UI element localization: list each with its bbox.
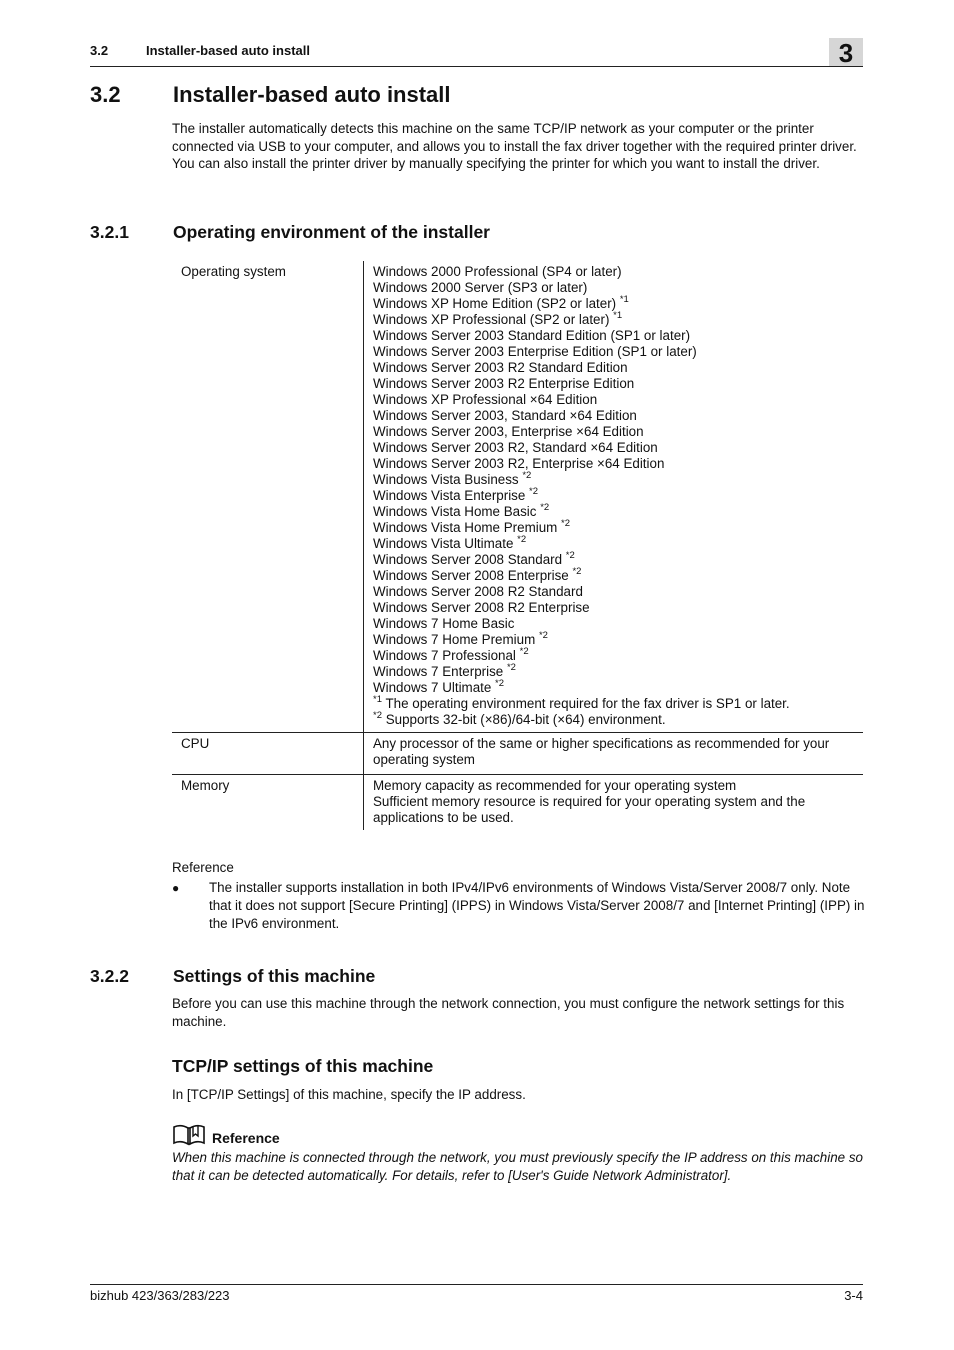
footnote-marker: *2 — [519, 645, 529, 657]
section-title: Operating environment of the installer — [173, 222, 490, 242]
os-item — [373, 517, 863, 536]
os-item-text: Windows Server 2003 R2 Standard Edition — [373, 360, 628, 375]
os-item-text: Windows Server 2003 R2, Enterprise ×64 Edition — [373, 456, 665, 471]
os-item-text: Windows 7 Home Basic — [373, 616, 515, 631]
intro-paragraph: The installer automatically detects this machine on the same TCP/IP network as your computer or the printer connected via USB to your computer, and allows you to install the fax driver together with the required printer driver. You can also install the printer driver by manually specifying the printer for which you want to install the driver. — [172, 121, 857, 172]
footnote-text: The operating environment required for the fax driver is SP1 or later. — [381, 696, 790, 711]
os-item — [373, 600, 863, 616]
reference-body: When this machine is connected through the network, you must previously specify the IP address on this machine so that it can be detected automatically. For details, refer to [User's Guide Network Administrator]. — [172, 1150, 863, 1183]
footnote — [373, 693, 863, 712]
os-item-text: Windows XP Professional (SP2 or later) — [373, 312, 614, 327]
bullet-text: The installer supports installation in both IPv4/IPv6 environments of Windows Vista/Server 2008/7 only. Note that it does not support [Secure Printing] (IPPS) in Windows Vista/Server 2008/7 and [Internet Printing] (IPP) in the IPv6 environment. — [209, 880, 865, 931]
os-item — [373, 456, 863, 472]
os-item-text: Windows Server 2003 Standard Edition (SP1 or later) — [373, 328, 691, 343]
os-item — [373, 629, 863, 648]
os-item-text: Windows Server 2003, Standard ×64 Edition — [373, 408, 637, 423]
settings-paragraph: Before you can use this machine through the network connection, you must configure the network settings for this machine. — [172, 996, 845, 1029]
os-item-text: Windows Vista Enterprise — [373, 488, 530, 503]
footnote — [373, 709, 863, 728]
footnote-marker: *2 — [572, 565, 582, 577]
footer-page-number: 3-4 — [844, 1288, 863, 1303]
os-item — [373, 309, 863, 328]
footnote-marker: *2 — [517, 533, 527, 545]
footnote-mark: *1 — [373, 693, 382, 705]
os-item — [373, 408, 863, 424]
bullet-item — [172, 879, 866, 933]
os-label-cell: Operating system — [172, 261, 364, 733]
os-item-text: Windows Server 2008 Enterprise — [373, 568, 573, 583]
cpu-text: Any processor of the same or higher specifications as recommended for your operating system — [373, 736, 830, 767]
open-book-icon — [172, 1124, 206, 1146]
bullet-dot: ● — [172, 881, 180, 895]
os-item — [373, 549, 863, 568]
os-item — [373, 344, 863, 360]
page-footer — [90, 1284, 863, 1305]
header-section-number: 3.2 — [90, 43, 109, 58]
footnote-marker: *2 — [561, 517, 571, 529]
footnote-text: Supports 32-bit (×86)/64-bit (×64) environment. — [381, 712, 666, 727]
footnote-marker: *2 — [540, 501, 550, 513]
os-item — [373, 424, 863, 440]
footnote-list — [373, 693, 863, 728]
os-item — [373, 565, 863, 584]
os-item-text: Windows Server 2008 R2 Standard — [373, 584, 583, 599]
memory-line-1: Memory capacity as recommended for your operating system — [373, 778, 737, 793]
footnote-mark: *2 — [373, 709, 382, 721]
footnote-marker: *1 — [619, 293, 629, 305]
footnote-marker: *2 — [506, 661, 516, 673]
page-title — [90, 82, 451, 108]
cpu-label-cell: CPU — [172, 733, 364, 775]
footnote-marker: *1 — [613, 309, 623, 321]
os-item-text: Windows XP Professional ×64 Edition — [373, 392, 598, 407]
running-header — [90, 38, 863, 68]
os-item — [373, 485, 863, 504]
os-item-text: Windows Server 2003 Enterprise Edition (SP1 or later) — [373, 344, 697, 359]
header-section-title: Installer-based auto install — [146, 43, 310, 58]
page-title-number: 3.2 — [90, 82, 121, 107]
footnote-marker: *2 — [565, 549, 575, 561]
os-item — [373, 533, 863, 552]
os-item-text: Windows 7 Home Premium — [373, 632, 539, 647]
os-item-text: Windows XP Home Edition (SP2 or later) — [373, 296, 620, 311]
os-item-text: Windows Server 2008 Standard — [373, 552, 566, 567]
os-item-text: Windows 7 Enterprise — [373, 664, 507, 679]
os-item-text: Windows 2000 Server (SP3 or later) — [373, 280, 588, 295]
os-item-text: Windows 2000 Professional (SP4 or later) — [373, 264, 622, 279]
memory-value-cell — [364, 775, 864, 831]
section-title: Settings of this machine — [173, 966, 376, 986]
cpu-value-cell — [364, 733, 864, 775]
os-item — [373, 392, 863, 408]
os-item-text: Windows Vista Business — [373, 472, 523, 487]
os-item-text: Windows 7 Professional — [373, 648, 520, 663]
os-item — [373, 440, 863, 456]
os-value-cell — [364, 261, 864, 733]
chapter-number-badge: 3 — [829, 38, 863, 66]
os-list — [373, 264, 863, 696]
os-item-text: Windows Server 2003 R2 Enterprise Edition — [373, 376, 635, 391]
os-item — [373, 469, 863, 488]
os-item — [373, 584, 863, 600]
footnote-marker: *2 — [522, 469, 532, 481]
environment-table — [172, 261, 863, 830]
subsection-heading: TCP/IP settings of this machine — [172, 1056, 434, 1076]
os-item-text: Windows Vista Home Premium — [373, 520, 562, 535]
os-item — [373, 645, 863, 664]
os-item-text: Windows Vista Home Basic — [373, 504, 541, 519]
os-item — [373, 661, 863, 680]
footnote-marker: *2 — [538, 629, 548, 641]
os-item-text: Windows Vista Ultimate — [373, 536, 518, 551]
os-item-text: Windows Server 2003 R2, Standard ×64 Edition — [373, 440, 658, 455]
os-item — [373, 360, 863, 376]
page-title-text: Installer-based auto install — [173, 82, 451, 107]
reference-label: Reference — [172, 860, 234, 875]
os-item — [373, 280, 863, 296]
table-row — [172, 733, 863, 775]
os-item — [373, 264, 863, 280]
table-row — [172, 775, 863, 831]
section-number: 3.2.1 — [90, 222, 129, 242]
os-item — [373, 501, 863, 520]
section-heading-3-2-1 — [90, 222, 490, 243]
footnote-marker: *2 — [495, 677, 505, 689]
os-item — [373, 677, 863, 696]
footer-model: bizhub 423/363/283/223 — [90, 1288, 230, 1303]
os-item-text: Windows Server 2008 R2 Enterprise — [373, 600, 590, 615]
section-number: 3.2.2 — [90, 966, 129, 986]
memory-label-cell: Memory — [172, 775, 364, 831]
os-item — [373, 616, 863, 632]
os-item — [373, 376, 863, 392]
memory-line-2: Sufficient memory resource is required for your operating system and the applications to be used. — [373, 794, 806, 825]
os-item — [373, 328, 863, 344]
os-item-text: Windows Server 2003, Enterprise ×64 Edition — [373, 424, 644, 439]
reference-title: Reference — [212, 1130, 280, 1146]
tcpip-paragraph: In [TCP/IP Settings] of this machine, specify the IP address. — [172, 1087, 526, 1102]
footnote-marker: *2 — [529, 485, 539, 497]
os-item-text: Windows 7 Ultimate — [373, 680, 496, 695]
section-heading-3-2-2 — [90, 966, 375, 987]
table-row — [172, 261, 863, 733]
